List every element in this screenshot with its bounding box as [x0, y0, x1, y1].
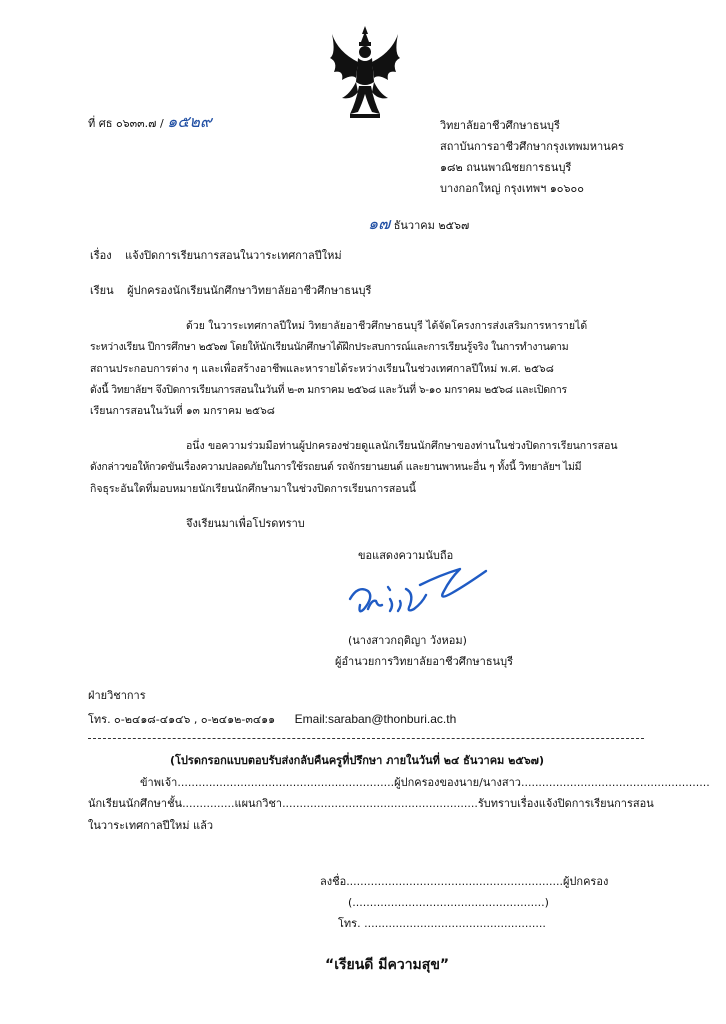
- department-field[interactable]: ........................................................: [282, 797, 478, 810]
- reply-acknowledge-text: รับทราบเรื่องแจ้งปิดการเรียนการสอน: [477, 797, 654, 810]
- body-line: ระหว่างเรียน ปีการศึกษา ๒๕๖๗ โดยให้นักเรียนนักศึกษาได้ฝึกประสบการณ์และการเรียนรู้จริง ในการทำงานตาม: [90, 341, 569, 353]
- body-line: อนึ่ง ขอความร่วมมือท่านผู้ปกครองช่วยดูแลนักเรียนนักศึกษาของท่านในช่วงปิดการเรียนการสอน: [186, 440, 618, 452]
- contact-phone: โทร. ๐-๒๔๑๘-๔๑๔๖ , ๐-๒๔๑๒-๓๔๑๑: [88, 713, 276, 726]
- closing-regards: ขอแสดงความนับถือ: [358, 549, 454, 562]
- body-line: ดังกล่าวขอให้กวดขันเรื่องความปลอดภัยในการใช้รถยนต์ รถจักรยานยนต์ และยานพาหนะอื่น ๆ ทั้งนี้ วิทยาลัยฯ ไม่มี: [90, 461, 582, 473]
- sender-line-2: สถาบันการอาชีวศึกษากรุงเทพมหานคร: [440, 140, 624, 153]
- body-line: กิจธุระอันใดที่มอบหมายนักเรียนนักศึกษามาในช่วงปิดการเรียนการสอนนี้: [90, 483, 416, 495]
- student-name-field[interactable]: ......................................................: [520, 776, 710, 789]
- school-motto: “เรียนดี มีความสุข”: [325, 957, 450, 973]
- reply-sign-label: ลงชื่อ: [320, 875, 347, 888]
- reply-name-close: ): [544, 896, 549, 909]
- signatory-position: ผู้อำนวยการวิทยาลัยอาชีวศึกษาธนบุรี: [335, 655, 513, 668]
- garuda-emblem-icon: [328, 24, 402, 122]
- sender-line-4: บางกอกใหญ่ กรุงเทพฯ ๑๐๖๐๐: [440, 182, 584, 195]
- guardian-printed-name-field[interactable]: .......................................................: [352, 896, 545, 909]
- reply-line-3: ในวาระเทศกาลปีใหม่ แล้ว: [88, 819, 213, 832]
- reply-line-2: [88, 798, 654, 809]
- signatory-name: (นางสาวกฤติญา วังหอม): [348, 634, 467, 647]
- body-line: ด้วย ในวาระเทศกาลปีใหม่ วิทยาลัยอาชีวศึกษาธนบุรี ได้จัดโครงการส่งเสริมการหารายได้: [186, 320, 588, 332]
- reply-student-label: ผู้ปกครองของนาย/นางสาว: [394, 776, 521, 789]
- document-number: [88, 114, 212, 130]
- reply-line-1: [140, 777, 710, 788]
- reply-phone-label: โทร.: [338, 917, 361, 930]
- reply-signature-line: [320, 876, 608, 887]
- guardian-signature-field[interactable]: ..............................................................: [346, 875, 563, 888]
- body-line: ดังนี้ วิทยาลัยฯ จึงปิดการเรียนการสอนในวันที่ ๒-๓ มกราคม ๒๕๖๘ และวันที่ ๖-๑๐ มกราคม ๒๕๖๘ และเปิดการ: [90, 384, 567, 396]
- body-line: สถานประกอบการต่าง ๆ และเพื่อสร้างอาชีพและหารายได้ระหว่างเรียนในช่วงเทศกาลปีใหม่ พ.ศ. ๒๕๖๘: [90, 363, 554, 375]
- sender-line-1: วิทยาลัยอาชีวศึกษาธนบุรี: [440, 119, 560, 132]
- document-number-handwritten: ๑๕๒๙: [167, 112, 212, 131]
- class-field[interactable]: ...............: [182, 797, 235, 810]
- guardian-phone-field[interactable]: ....................................................: [364, 917, 546, 930]
- date-month-year: ธันวาคม ๒๕๖๗: [393, 219, 470, 232]
- body-line: เรียนการสอนในวันที่ ๑๓ มกราคม ๒๕๖๘: [90, 405, 275, 417]
- reply-sign-suffix: ผู้ปกครอง: [562, 875, 609, 888]
- recipient-text: ผู้ปกครองนักเรียนนักศึกษาวิทยาลัยอาชีวศึกษาธนบุรี: [127, 284, 372, 297]
- document-number-prefix: ที่ ศธ ๐๖๓๓.๗ /: [88, 117, 164, 130]
- reply-department-label: แผนกวิชา: [234, 797, 283, 810]
- subject-line: [90, 250, 342, 261]
- reply-printed-name-line: [348, 897, 549, 908]
- recipient-label: เรียน: [90, 284, 114, 297]
- body-paragraph-3: จึงเรียนมาเพื่อโปรดทราบ: [186, 517, 305, 530]
- subject-label: เรื่อง: [90, 249, 112, 262]
- reply-class-label: นักเรียนนักศึกษาชั้น: [88, 797, 183, 810]
- guardian-name-field[interactable]: ..............................................................: [177, 776, 395, 789]
- reply-name-open: (: [348, 896, 353, 909]
- contact-department: ฝ่ายวิชาการ: [88, 689, 146, 702]
- contact-email: Email:saraban@thonburi.ac.th: [294, 712, 457, 726]
- reply-form-header: (โปรดกรอกแบบตอบรับส่งกลับคืนครูที่ปรึกษา ภายในวันที่ ๒๔ ธันวาคม ๒๕๖๗): [170, 754, 544, 767]
- document-date: [368, 216, 469, 232]
- form-separator: [88, 738, 644, 739]
- signature-image: [340, 565, 490, 625]
- contact-line: [88, 713, 456, 725]
- reply-guardian-label: ข้าพเจ้า: [140, 776, 178, 789]
- sender-line-3: ๑๘๒ ถนนพาณิชยการธนบุรี: [440, 161, 572, 174]
- recipient-line: [90, 285, 371, 296]
- subject-text: แจ้งปิดการเรียนการสอนในวาระเทศกาลปีใหม่: [125, 249, 342, 262]
- date-day-handwritten: ๑๗: [368, 214, 391, 233]
- reply-phone-line: [338, 918, 546, 929]
